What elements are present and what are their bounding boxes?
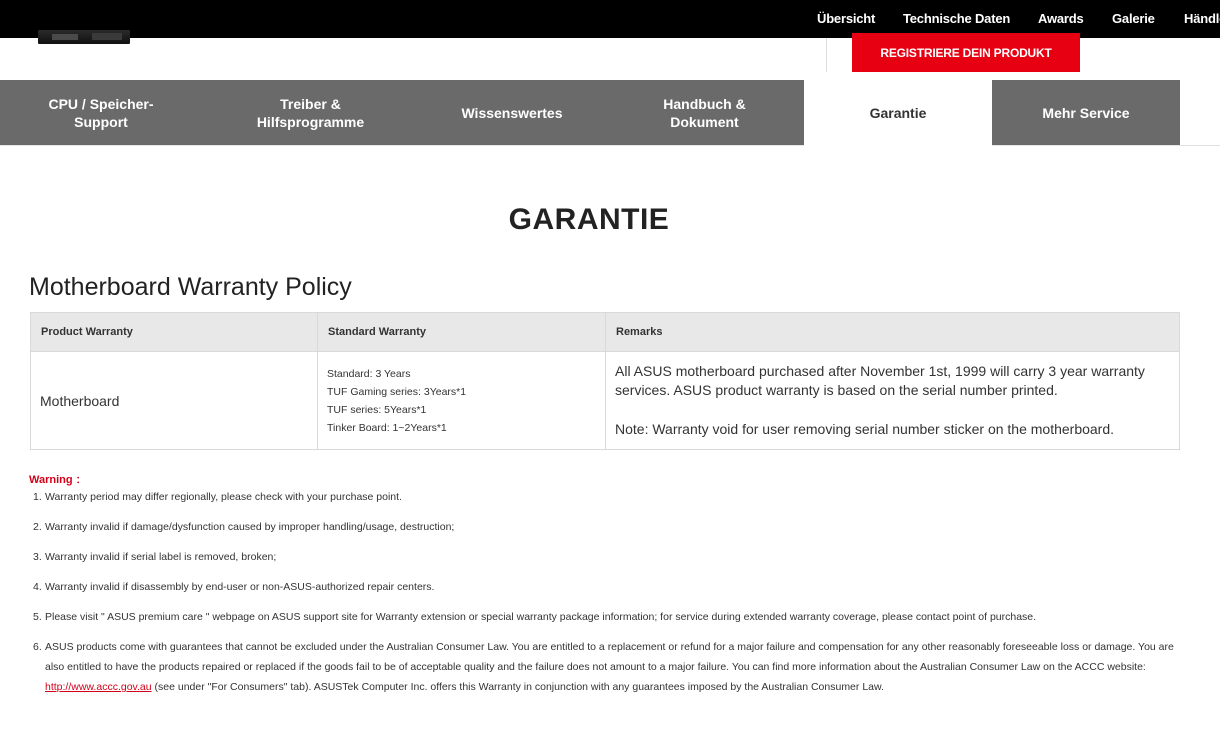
list-item [33,577,1180,597]
standard-line: Tinker Board: 1~2Years*1 [327,421,447,434]
nav-dealers[interactable]: Händler [1184,11,1231,26]
tab-label: Treiber & [280,96,341,112]
header-standard-warranty: Standard Warranty [318,313,606,352]
product-cell: Motherboard [31,352,318,450]
list-text: Warranty invalid if damage/dysfunction caused by improper handling/usage, destruction; [45,521,455,533]
tab-label: Support [74,114,128,130]
tab-warranty[interactable] [804,80,992,146]
remarks-text: services. ASUS product warranty is based on the serial number printed. [615,382,1058,399]
table-header-row [31,313,1180,352]
tab-knowledge[interactable] [419,80,605,146]
standard-line: TUF Gaming series: 3Years*1 [327,385,467,398]
list-text: ASUS products come with guarantees that cannot be excluded under the Australian Consumer Law. You are entitled to a replacement or refund for a major failure and compensation for any other reasonably foreseeable loss or damage. You are also entitled to have the products repaired or replaced if the goods fail to be of acceptable quality and the failure does not amount to a major failure. You can find more information about the Australian Consumer Law on the ACCC website: [45,641,1174,673]
standard-line: Standard: 3 Years [327,367,411,380]
list-item [33,607,1180,627]
list-text: Warranty invalid if serial label is removed, broken; [45,551,277,563]
list-number: 4. [33,581,42,593]
tab-label: Mehr Service [1042,105,1130,121]
nav-specs[interactable]: Technische Daten [903,11,1011,26]
remarks-note: Note: Warranty void for user removing serial number sticker on the motherboard. [615,420,1115,437]
list-number: 3. [33,551,42,563]
tab-label: Dokument [670,114,739,130]
list-number: 5. [33,611,42,623]
tab-label: Wissenswertes [461,105,563,121]
nav-awards[interactable]: Awards [1038,11,1084,26]
list-text: (see under "For Consumers" tab). ASUSTek Computer Inc. offers this Warranty in conjunction with any guarantees imposed by the Australian Consumer Law. [151,681,884,693]
tab-label: Garantie [869,105,927,121]
list-item [33,547,1180,567]
support-tabs [0,80,1220,146]
list-text: Warranty period may differ regionally, please check with your purchase point. [45,491,402,503]
table-row [31,352,1180,450]
tab-cpu-memory-support[interactable] [0,80,202,146]
tab-manual-document[interactable] [605,80,804,146]
register-product-button[interactable]: REGISTRIERE DEIN PRODUKT [852,33,1080,72]
list-text: Please visit " ASUS premium care " webpage on ASUS support site for Warranty extension or special warranty package information; for service during extended warranty coverage, please contact point of purchase. [45,611,1037,623]
accc-link[interactable]: http://www.accc.gov.au [45,681,152,693]
tabs-spacer [1180,80,1220,146]
list-number: 6. [33,641,42,653]
list-number: 1. [33,491,42,503]
page-title: GARANTIE [508,203,670,236]
list-item [33,517,1180,537]
list-item [33,487,1180,507]
product-image [38,30,130,44]
tab-drivers-utilities[interactable] [202,80,419,146]
nav-gallery[interactable]: Galerie [1112,11,1155,26]
policy-title: Motherboard Warranty Policy [29,273,352,301]
remarks-cell [606,352,1180,450]
warning-label: Warning ： [29,474,87,486]
standard-line: TUF series: 5Years*1 [327,403,427,416]
tab-label: Hilfsprogramme [256,114,365,130]
header-product-warranty: Product Warranty [31,313,318,352]
header-remarks: Remarks [606,313,1180,352]
list-number: 2. [33,521,42,533]
tab-more-service[interactable] [992,80,1180,146]
list-text: Warranty invalid if disassembly by end-user or non-ASUS-authorized repair centers. [45,581,435,593]
tab-label: CPU / Speicher- [48,96,154,112]
standard-warranty-cell [318,352,606,450]
warranty-table [30,312,1180,450]
warning-list [33,487,1180,707]
header-divider [826,38,827,72]
remarks-text: All ASUS motherboard purchased after November 1st, 1999 will carry 3 year warranty [615,362,1145,379]
tab-label: Handbuch & [663,96,746,112]
nav-overview[interactable]: Übersicht [817,11,876,26]
list-item [33,637,1180,697]
